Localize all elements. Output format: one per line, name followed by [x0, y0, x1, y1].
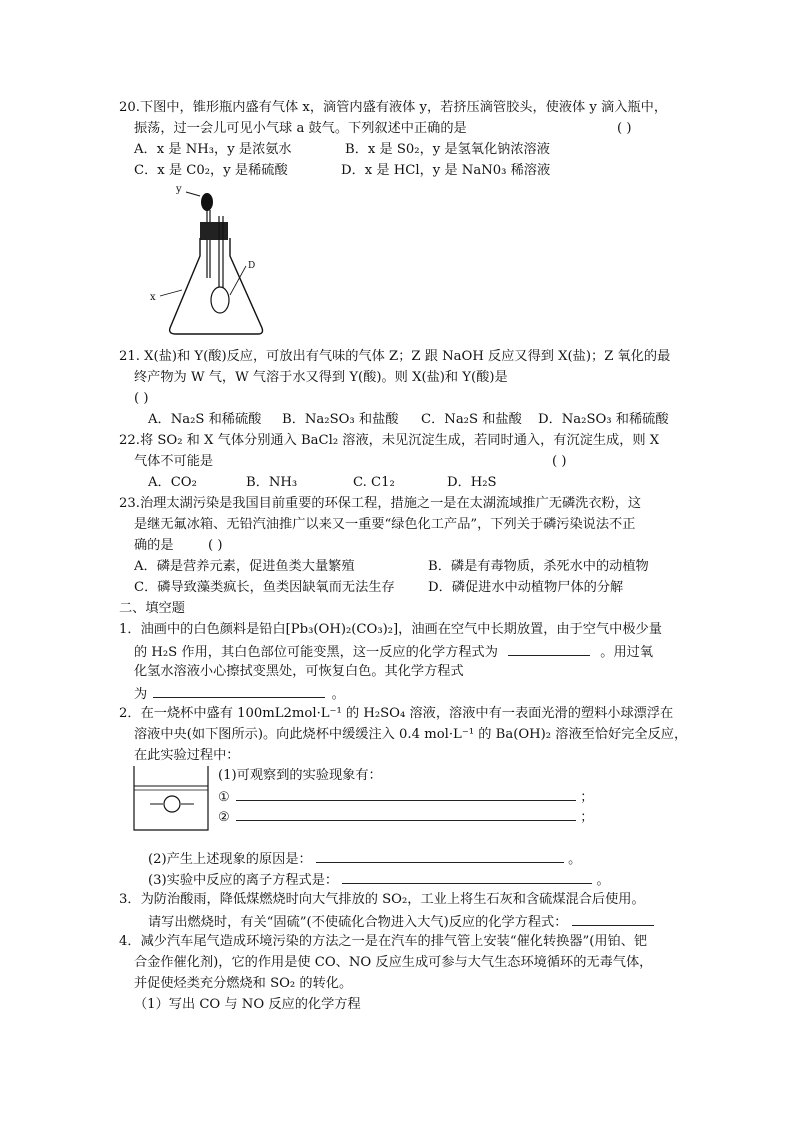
f2-sub1: (1)可观察到的实验现象有：	[218, 768, 382, 783]
f1-line2-text: 的 H₂S 作用，其白色部位可能变黑，这一反应的化学方程式为	[134, 645, 498, 660]
q22-line1: 22.将 SO₂ 和 X 气体分别通入 BaCl₂ 溶液，未见沉淀生成，若同时通入，有沉淀生成，则 X	[119, 433, 660, 448]
f3-line2-row	[148, 911, 654, 933]
q23-line2: 是继无氟冰箱、无铅汽油推广以来又一重要“绿色化工产品”，下列关于磷污染说法不正	[134, 517, 636, 532]
f2-sub2-row	[148, 848, 581, 870]
f1-line1: 1．油画中的白色颜料是铅白[Pb₃(OH)₂(CO₃)₂]，油画在空气中长期放置，由于空气中极少量	[119, 622, 662, 637]
f2-item1-marker: ①	[218, 790, 230, 805]
f2-answer-blank-1[interactable]	[236, 786, 576, 801]
f1-line4-tail: 。	[331, 687, 345, 702]
f2-item2-marker: ②	[218, 810, 230, 825]
f2-line3: 在此实验过程中：	[134, 748, 240, 763]
f2-item1-semicolon: ；	[580, 790, 594, 805]
f1-line4	[134, 683, 345, 705]
f4-line1: 4．减少汽车尾气造成环境污染的方法之一是在汽车的排气管上安装“催化转换器”(用铂、钯	[119, 934, 648, 949]
f2-sub3: (3)实验中反应的离子方程式是：	[148, 873, 339, 888]
q23-option-d: D．磷促进水中动植物尸体的分解	[428, 580, 624, 595]
f1-answer-blank-2[interactable]	[153, 683, 325, 698]
section-heading-fill-in: 二、填空题	[119, 601, 185, 616]
f2-answer-blank-2[interactable]	[236, 806, 576, 821]
f1-line4-text: 为	[134, 687, 148, 702]
conical-flask	[170, 238, 263, 334]
q22-line2: 气体不可能是	[134, 454, 214, 469]
f4-line3: 并促使烃类充分燃烧和 SO₂ 的转化。	[134, 976, 353, 991]
f2-answer-blank-3[interactable]	[316, 848, 564, 863]
f2-item1-row	[218, 786, 593, 808]
q23-answer-paren: ( )	[208, 538, 223, 553]
f2-item2-semicolon: ；	[580, 810, 594, 825]
f2-sub3-period: 。	[596, 873, 610, 888]
q22-option-c: C. C1₂	[353, 475, 395, 490]
q22-option-a: A．CO₂	[148, 475, 197, 490]
balloon-a	[211, 287, 229, 313]
q21-option-a: A．Na₂S 和稀硫酸	[148, 412, 262, 427]
f3-answer-blank[interactable]	[572, 911, 654, 926]
q21-answer-paren: ( )	[134, 391, 149, 406]
q23-option-b: B．磷是有毒物质，杀死水中的动植物	[428, 559, 649, 574]
q20-option-d: D．x 是 HCl，y 是 NaN0₃ 稀溶液	[341, 163, 551, 178]
dropper-bulb	[201, 193, 213, 211]
f2-sub2: (2)产生上述现象的原因是：	[148, 852, 312, 867]
f4-line4: （1）写出 CO 与 NO 反应的化学方程	[134, 997, 361, 1012]
plastic-ball	[164, 796, 180, 812]
rubber-stopper	[200, 222, 228, 240]
q23-line1: 23.治理太湖污染是我国目前重要的环保工程，措施之一是在太湖流域推广无磷洗衣粉，这	[119, 496, 642, 511]
f1-line2	[134, 641, 653, 663]
f4-line2: 合金作催化剂)，它的作用是使 CO、NO 反应生成可参与大气生态环境循环的无毒气体，	[134, 955, 653, 970]
q22-option-b: B．NH₃	[246, 475, 298, 490]
q20-answer-paren: ( )	[617, 121, 632, 136]
q23-line3: 确的是	[134, 538, 174, 553]
f1-line3: 化氢水溶液小心擦拭变黑处，可恢复白色。其化学方程式	[134, 664, 464, 679]
f2-sub3-row	[148, 869, 610, 891]
conical-flask-figure	[140, 180, 290, 338]
q21-option-d: D．Na₂SO₃ 和稀硫酸	[538, 412, 669, 427]
f2-sub2-period: 。	[568, 852, 582, 867]
q22-option-d: D．H₂S	[447, 475, 497, 490]
dropper-label-line	[186, 192, 200, 196]
f3-line2: 请写出燃烧时，有关“固硫”(不使硫化合物进入大气)反应的化学方程式：	[148, 915, 568, 930]
f2-line1: 2．在一烧杯中盛有 100mL2mol·L⁻¹ 的 H₂SO₄ 溶液，溶液中有一表面光滑的塑料小球漂浮在	[119, 706, 674, 721]
q20-line1: 20.下图中，锥形瓶内盛有气体 x，滴管内盛有液体 y，若挤压滴管胶头，使液体 y 滴入瓶中，	[119, 100, 668, 115]
f1-line2-tail: 。用过氧	[600, 645, 654, 660]
q21-option-b: B．Na₂SO₃ 和盐酸	[282, 412, 399, 427]
q23-option-c: C．磷导致藻类疯长，鱼类因缺氧而无法生存	[134, 580, 395, 595]
f2-answer-blank-4[interactable]	[342, 869, 592, 884]
q22-answer-paren: ( )	[552, 454, 567, 469]
gas-label-x: x	[150, 292, 156, 303]
f2-line2: 溶液中央(如下图所示)。向此烧杯中缓缓注入 0.4 mol·L⁻¹ 的 Ba(OH)₂ 溶液至恰好完全反应，	[134, 727, 688, 742]
q20-option-b: B．x 是 S0₂，y 是氢氧化钠浓溶液	[345, 142, 550, 157]
q23-option-a: A．磷是营养元素，促进鱼类大量繁殖	[134, 559, 355, 574]
q21-line2: 终产物为 W 气，W 气溶于水又得到 Y(酸)。则 X(盐)和 Y(酸)是	[134, 370, 508, 385]
beaker-figure	[132, 764, 212, 832]
balloon-label: D	[248, 261, 256, 271]
f2-item2-row	[218, 806, 593, 828]
dropper-label-y: y	[176, 184, 182, 195]
q20-line2: 振荡，过一会儿可见小气球 a 鼓气。下列叙述中正确的是	[134, 121, 467, 136]
f1-answer-blank-1[interactable]	[508, 641, 590, 656]
q20-option-a: A．x 是 NH₃，y 是浓氨水	[134, 142, 292, 157]
q21-option-c: C．Na₂S 和盐酸	[421, 412, 522, 427]
q21-line1: 21. X(盐)和 Y(酸)反应，可放出有气味的气体 Z；Z 跟 NaOH 反应又得到 X(盐)；Z 氧化的最	[119, 349, 671, 364]
q20-option-c: C．x 是 C0₂，y 是稀硫酸	[134, 163, 288, 178]
f3-line1: 3．为防治酸雨，降低煤燃烧时向大气排放的 SO₂，工业上将生石灰和含硫煤混合后使用。	[119, 892, 645, 907]
